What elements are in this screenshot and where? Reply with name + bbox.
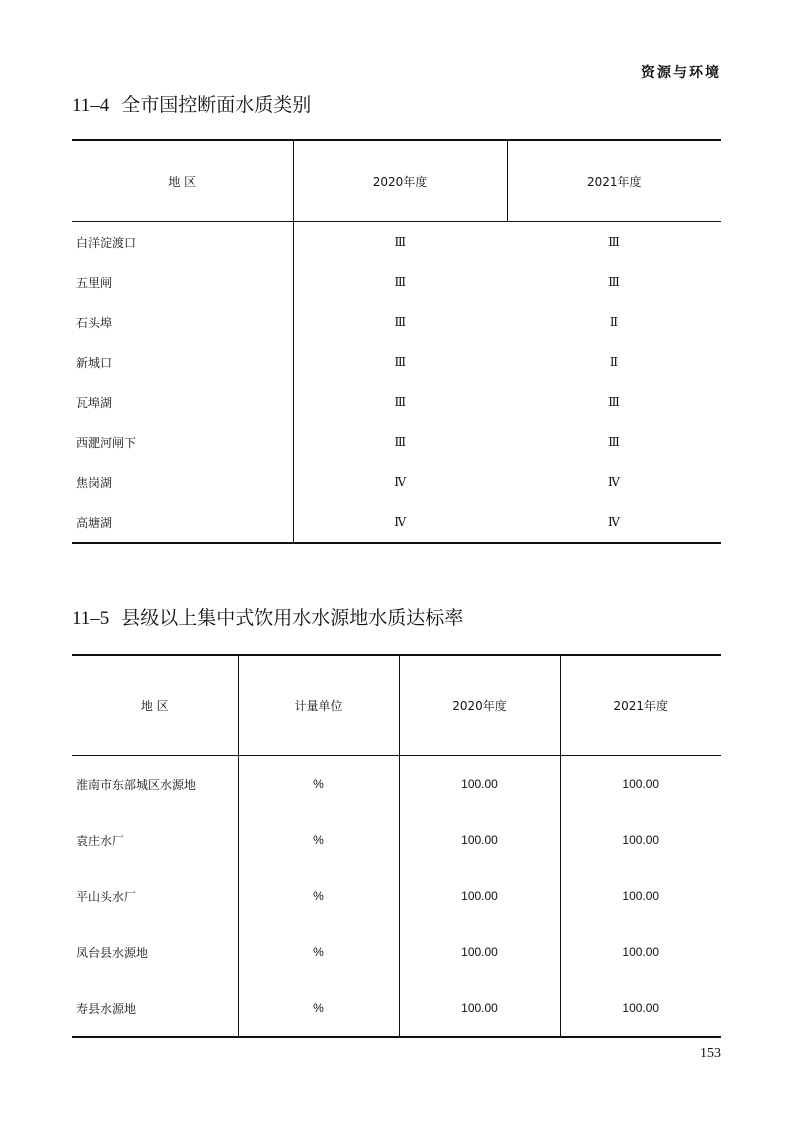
class-2021-cell: Ⅲ bbox=[608, 435, 620, 449]
column-header-2021: 2021年度 bbox=[560, 655, 721, 756]
class-2021-cell: Ⅱ bbox=[609, 315, 619, 329]
table-header-row bbox=[72, 140, 721, 222]
region-cell: 石头埠 bbox=[72, 302, 293, 342]
region-cell: 瓦埠湖 bbox=[72, 382, 293, 422]
unit-cell: % bbox=[238, 924, 399, 980]
class-2020-cell: Ⅲ bbox=[394, 275, 407, 289]
rate-2020-cell: 100.00 bbox=[399, 756, 560, 813]
region-cell: 焦岗湖 bbox=[72, 462, 293, 502]
page-number: 153 bbox=[700, 1046, 721, 1061]
class-2021-cell: Ⅲ bbox=[608, 235, 620, 249]
table-title-text: 县级以上集中式饮用水水源地水质达标率 bbox=[121, 607, 464, 629]
class-2020-cell: Ⅳ bbox=[394, 475, 407, 489]
water-quality-table bbox=[72, 139, 721, 544]
class-2021-cell: Ⅱ bbox=[609, 355, 619, 369]
column-header-region: 地 区 bbox=[72, 655, 238, 756]
region-cell: 淮南市东部城区水源地 bbox=[72, 756, 238, 813]
class-2020-cell: Ⅲ bbox=[394, 315, 407, 329]
unit-cell: % bbox=[238, 868, 399, 924]
table-row bbox=[72, 868, 721, 924]
table-row bbox=[72, 342, 721, 382]
unit-cell: % bbox=[238, 756, 399, 813]
rate-2020-cell: 100.00 bbox=[399, 868, 560, 924]
column-header-2021: 2021年度 bbox=[507, 140, 721, 222]
class-2020-cell: Ⅳ bbox=[394, 515, 407, 529]
region-cell: 新城口 bbox=[72, 342, 293, 382]
table-number: 11–4 bbox=[72, 95, 110, 116]
unit-cell: % bbox=[238, 980, 399, 1037]
column-header-2020: 2020年度 bbox=[399, 655, 560, 756]
table-row bbox=[72, 980, 721, 1037]
rate-2020-cell: 100.00 bbox=[399, 980, 560, 1037]
region-cell: 西淝河闸下 bbox=[72, 422, 293, 462]
class-2020-cell: Ⅲ bbox=[394, 395, 407, 409]
unit-cell: % bbox=[238, 812, 399, 868]
class-2021-cell: Ⅳ bbox=[608, 475, 620, 489]
water-source-compliance-table bbox=[72, 654, 721, 1038]
class-2021-cell: Ⅳ bbox=[608, 515, 620, 529]
table-number: 11–5 bbox=[72, 608, 110, 629]
rate-2021-cell: 100.00 bbox=[622, 945, 660, 959]
rate-2021-cell: 100.00 bbox=[622, 889, 660, 903]
column-header-region: 地 区 bbox=[72, 140, 293, 222]
class-2021-cell: Ⅲ bbox=[608, 395, 620, 409]
table-row bbox=[72, 756, 721, 813]
region-cell: 白洋淀渡口 bbox=[72, 222, 293, 263]
region-cell: 袁庄水厂 bbox=[72, 812, 238, 868]
table-row bbox=[72, 222, 721, 263]
class-2020-cell: Ⅲ bbox=[394, 355, 407, 369]
rate-2020-cell: 100.00 bbox=[399, 924, 560, 980]
table-row bbox=[72, 924, 721, 980]
column-header-2020: 2020年度 bbox=[293, 140, 507, 222]
rate-2021-cell: 100.00 bbox=[622, 777, 660, 791]
rate-2020-cell: 100.00 bbox=[399, 812, 560, 868]
table-row bbox=[72, 502, 721, 543]
region-cell: 五里闸 bbox=[72, 262, 293, 302]
column-header-unit: 计量单位 bbox=[238, 655, 399, 756]
section-label: 资源与环境 bbox=[641, 65, 721, 81]
table-title-text: 全市国控断面水质类别 bbox=[121, 94, 312, 116]
region-cell: 高塘湖 bbox=[72, 502, 293, 543]
rate-2021-cell: 100.00 bbox=[622, 833, 660, 847]
table-row bbox=[72, 382, 721, 422]
class-2021-cell: Ⅲ bbox=[608, 275, 620, 289]
class-2020-cell: Ⅲ bbox=[394, 435, 407, 449]
region-cell: 寿县水源地 bbox=[72, 980, 238, 1037]
table-row bbox=[72, 422, 721, 462]
table-11-4-title bbox=[72, 90, 311, 117]
table-row bbox=[72, 262, 721, 302]
region-cell: 凤台县水源地 bbox=[72, 924, 238, 980]
table-11-5-title bbox=[72, 603, 463, 630]
region-cell: 平山头水厂 bbox=[72, 868, 238, 924]
table-row bbox=[72, 302, 721, 342]
table-row bbox=[72, 812, 721, 868]
rate-2021-cell: 100.00 bbox=[622, 1001, 660, 1015]
table-header-row bbox=[72, 655, 721, 756]
class-2020-cell: Ⅲ bbox=[394, 235, 407, 249]
table-row bbox=[72, 462, 721, 502]
